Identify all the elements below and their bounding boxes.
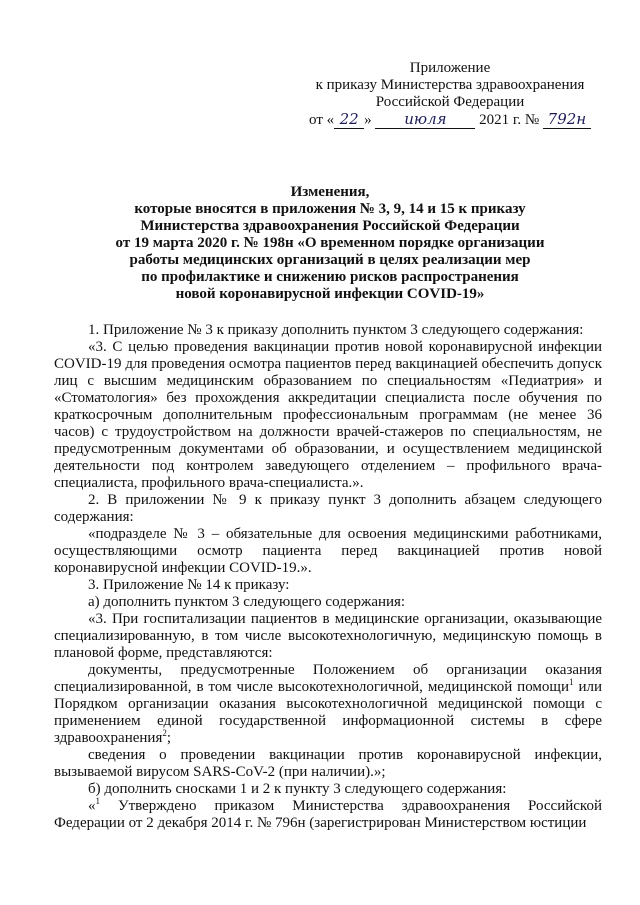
order-day-close: » [364,112,372,128]
footnote-paragraph [54,798,602,832]
order-day: 22 [334,111,364,129]
paragraph: 2. В приложении № 9 к приказу пункт 3 дополнить абзацем следующего содержания: [54,492,602,525]
footnote-mark: 1 [95,796,100,806]
appendix-label: Приложение [409,60,491,76]
footnote-text: Утверждено приказом Министерства здравоохранения Российской Федерации от 2 декабря 2014 г. № 796н (зарегистрирован Министерством юстиции [54,798,602,831]
paragraph: «3. При госпитализации пациентов в медицинские организации, оказывающие специализированную, в том числе высокотехнологичную, медицинскую помощь в плановой форме, представляются: [54,611,602,661]
quote-open: « [88,798,96,814]
paragraph: 3. Приложение № 14 к приказу: [88,577,290,593]
title-line: Изменения, [290,184,370,200]
title-line: которые вносятся в приложения № 3, 9, 14 и 15 к приказу [134,201,526,217]
order-year: 2021 г. № [479,112,540,128]
document-title [60,184,600,303]
order-date-line [300,111,600,129]
footnote-ref: 2 [162,728,167,738]
paragraph-with-footnotes [54,662,602,747]
title-line: от 19 марта 2020 г. № 198н «О временном порядке организации [115,235,545,251]
paragraph: б) дополнить сносками 1 и 2 к пункту 3 следующего содержания: [88,781,507,797]
paragraph-text: или Порядком организации оказания высокотехнологичной медицинской помощи с применением единой государственной информационной системы в сфере здравоохранения [54,679,602,746]
appendix-country: Российской Федерации [375,94,525,110]
order-number: 792н [543,111,591,129]
title-line: Министерства здравоохранения Российской Федерации [140,218,520,234]
appendix-order-ref: к приказу Министерства здравоохранения [315,77,585,93]
paragraph-text: документы, предусмотренные Положением об организации оказания специализированной, в том числе высокотехнологичной, медицинской помощи [54,662,602,695]
order-from-prefix: от « [309,112,335,128]
order-month: июля [375,111,475,129]
title-line: новой коронавирусной инфекции COVID-19» [175,286,485,302]
title-line: по профилактике и снижению рисков распространения [141,269,519,285]
paragraph-text: ; [166,730,172,746]
paragraph: «3. С целью проведения вакцинации против новой коронавирусной инфекции COVID-19 для проведения осмотра пациентов перед вакцинацией обеспечить допуск лиц с высшим медицинским образованием по специальностям «Педиатрия» и «Стоматология» без прохождения аккредитации специалиста после обучения по краткосрочным дополнительным профессиональным программам (не менее 36 часов) с трудоустройством на должности врачей-стажеров по специальностям, не предусмотренным документами об образовании, и осуществлением медицинской деятельности под контролем заведующего отделением – профильного врача-специалиста, профильного врача-специалиста.». [54,339,602,491]
appendix-header [300,60,600,129]
paragraph: «подразделе № 3 – обязательные для освоения медицинскими работниками, осуществляющими осмотр пациента перед вакцинацией против новой коронавирусной инфекции COVID-19.». [54,526,602,576]
document-body [54,322,602,832]
footnote-ref: 1 [569,677,574,687]
paragraph: а) дополнить пунктом 3 следующего содержания: [88,594,406,610]
paragraph: 1. Приложение № 3 к приказу дополнить пунктом 3 следующего содержания: [88,322,584,338]
title-line: работы медицинских организаций в целях реализации мер [129,252,531,268]
paragraph: сведения о проведении вакцинации против коронавирусной инфекции, вызываемой вирусом SARS-CoV-2 (при наличии).»; [54,747,602,780]
